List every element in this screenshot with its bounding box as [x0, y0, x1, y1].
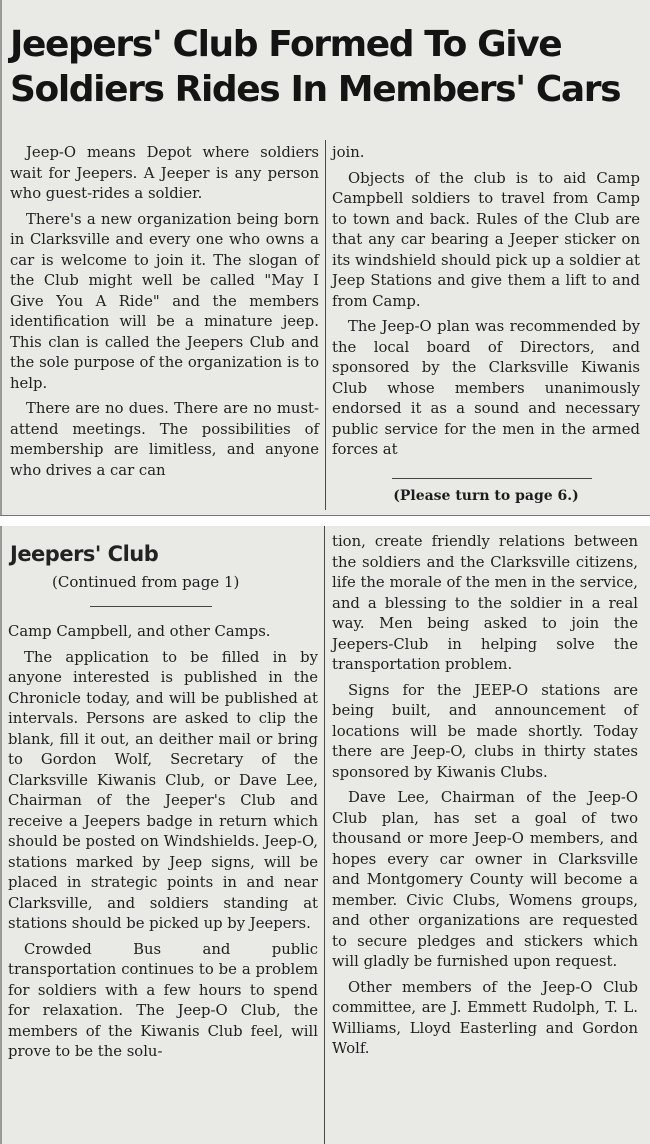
continuation-clipping — [0, 526, 650, 1144]
continuation-column-left — [8, 622, 318, 1063]
paragraph: The application to be filled in by anyone interested is published in the Chronicle today, and will be published at intervals. Persons are asked to clip the blank, fill it out, an deither mail or bring to Gordon Wolf, Secretary of the Clarksville Kiwanis Club, or Dave Lee, Chairman of the Jeeper's Club and receive a Jeepers badge in return which should be posted on Windshields. Jeep-O, stations marked by Jeep signs, will be placed in strategic points in and near Clarksville, and soldiers standing at stations should be picked up by Jeepers. — [8, 648, 318, 932]
paragraph: Dave Lee, Chairman of the Jeep-O Club plan, has set a goal of two thousand or more Jeep-O members, and hopes every car owner in Clarksville and Montgomery County will become a member. Civic Clubs, Womens groups, and other organizations are requested to secure pledges and stickers which will gladly be furnished upon request. — [332, 789, 638, 970]
paragraph: The Jeep-O plan was recommended by the local board of Directors, and sponsored by the Clarksville Kiwanis Club whose members unanimously endorsed it as a sound and necessary public service for the men in the armed forces at — [332, 318, 640, 458]
article-column-left — [10, 143, 319, 481]
section-divider — [90, 606, 212, 607]
paragraph: Objects of the club is to aid Camp Campbell soldiers to travel from Camp to town and back. Rules of the Club are that any car bearing a Jeeper sticker on its windshield should pick up a soldier at Jeep Stations and give them a lift to and from Camp. — [332, 169, 640, 310]
headline-line-2: Soldiers Rides In Members' Cars — [10, 69, 621, 110]
continuation-column-right — [332, 532, 638, 1060]
turn-page-note: (Please turn to page 6.) — [393, 488, 579, 504]
paragraph: tion, create friendly relations between the soldiers and the Clarksville citizens, life the morale of the men in the service, and a blessing to the soldier in a real way. Men being asked to join the Jeepers-Club in helping solve the transportation problem. — [332, 533, 638, 673]
paragraph: There's a new organization being born in Clarksville and every one who owns a car is welcome to join it. The slogan of the Club might well be called "May I Give You A Ride" and the members identification will be a minature jeep. This clan is called the Jeepers Club and the sole purpose of the organization is to help. — [10, 210, 319, 392]
paragraph: Crowded Bus and public transportation continues to be a problem for soldiers with a few hours to spend for relaxation. The Jeep-O Club, the members of the Kiwanis Club feel, will prove to be the solu- — [8, 940, 318, 1060]
clipping-edge — [0, 515, 650, 516]
paragraph: There are no dues. There are no must-attend meetings. The possibilities of membership are limitless, and anyone who drives a car can — [10, 400, 319, 479]
paragraph: Jeep-O means Depot where soldiers wait for Jeepers. A Jeeper is any person who guest-rides a soldier. — [10, 144, 319, 202]
paragraph: Camp Campbell, and other Camps. — [8, 623, 271, 640]
paragraph: join. — [332, 144, 365, 161]
article-clipping — [0, 0, 650, 516]
paragraph: Signs for the JEEP-O stations are being built, and announcement of locations will be made shortly. Today there are Jeep-O, clubs in thirty states sponsored by Kiwanis Clubs. — [332, 681, 638, 781]
column-divider — [325, 140, 326, 510]
section-divider — [392, 478, 592, 479]
headline — [10, 22, 640, 112]
paragraph: Other members of the Jeep-O Club committee, are J. Emmett Rudolph, T. L. Williams, Lloyd Easterling and Gordon Wolf. — [332, 978, 638, 1057]
continued-from-note: (Continued from page 1) — [52, 573, 240, 591]
column-divider — [324, 526, 325, 1144]
headline-line-1: Jeepers' Club Formed To Give — [10, 24, 562, 65]
continuation-kicker: Jeepers' Club — [10, 542, 159, 566]
article-column-right — [332, 143, 640, 461]
